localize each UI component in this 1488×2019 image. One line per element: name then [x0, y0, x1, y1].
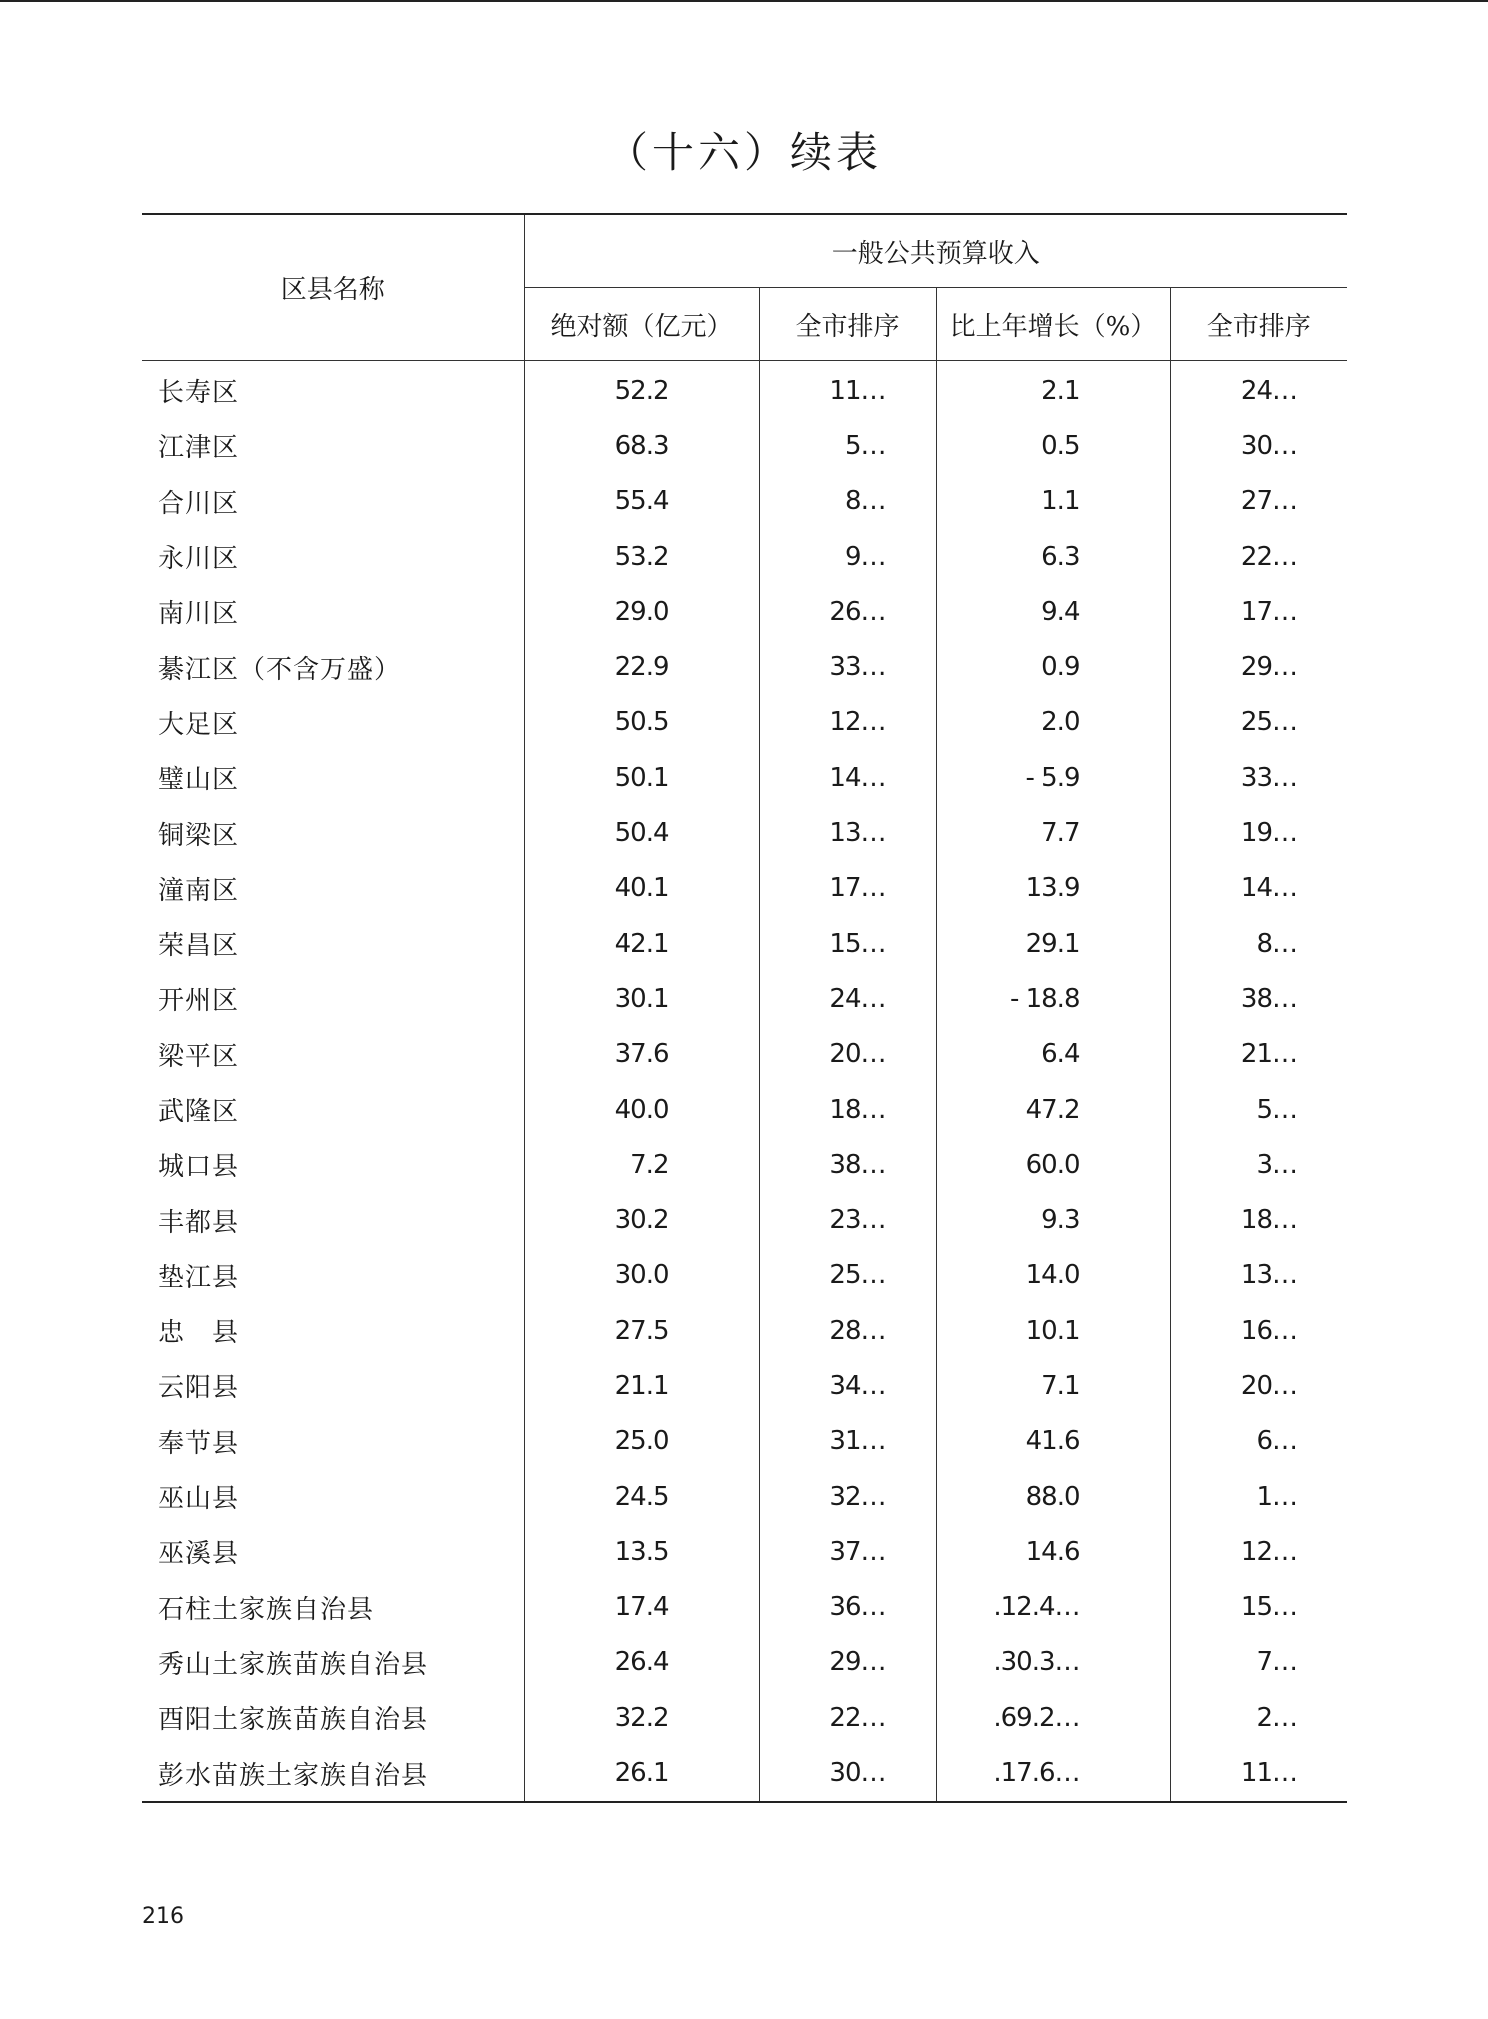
cell-growth: 0.9: [936, 639, 1170, 694]
cell-district-name: 酉阳土家族苗族自治县: [142, 1690, 524, 1745]
cell-district-name: 云阳县: [142, 1358, 524, 1413]
cell-rank-amount: 18…: [759, 1082, 936, 1137]
cell-amount: 50.1: [524, 750, 759, 805]
table-row: [142, 750, 1347, 805]
cell-growth: 13.9: [936, 861, 1170, 916]
page-title: （十六）续表: [605, 128, 882, 177]
cell-amount: 42.1: [524, 916, 759, 971]
table-row: [142, 1524, 1347, 1579]
cell-growth: 14.6: [936, 1524, 1170, 1579]
table-row: [142, 361, 1347, 419]
table-row: [142, 474, 1347, 529]
cell-growth: 10.1: [936, 1303, 1170, 1358]
table-header: [142, 214, 1347, 361]
cell-growth: .17.6…: [936, 1745, 1170, 1801]
cell-rank-amount: 28…: [759, 1303, 936, 1358]
table-row: [142, 1358, 1347, 1413]
cell-district-name: 巫溪县: [142, 1524, 524, 1579]
table-row: [142, 1303, 1347, 1358]
table-row: [142, 1745, 1347, 1801]
cell-amount: 53.2: [524, 529, 759, 584]
cell-rank-amount: 32…: [759, 1469, 936, 1524]
cell-district-name: 南川区: [142, 584, 524, 639]
cell-growth: 1.1: [936, 474, 1170, 529]
cell-amount: 50.5: [524, 695, 759, 750]
cell-rank-growth: 12…: [1240, 1536, 1298, 1567]
cell-rank-growth: 33…: [1240, 762, 1298, 793]
cell-district-name: 巫山县: [142, 1469, 524, 1524]
cell-amount: 26.4: [524, 1635, 759, 1690]
cell-amount: 68.3: [524, 418, 759, 473]
cell-rank-growth: 27…: [1240, 486, 1298, 517]
cell-rank-growth: 8…: [1256, 928, 1298, 959]
cell-rank-growth: 7…: [1256, 1647, 1298, 1678]
cell-rank-growth: 24…: [1240, 375, 1298, 406]
cell-rank-amount: 11…: [759, 361, 936, 419]
cell-growth: 29.1: [936, 916, 1170, 971]
header-row-group: [142, 214, 1347, 288]
cell-rank-amount: 34…: [759, 1358, 936, 1413]
page-top-border: [0, 0, 1488, 2]
cell-district-name: 长寿区: [142, 361, 524, 419]
budget-revenue-table: [142, 213, 1347, 1803]
cell-amount: 25.0: [524, 1414, 759, 1469]
cell-growth: 6.3: [936, 529, 1170, 584]
table-row: [142, 1192, 1347, 1247]
cell-rank-amount: 22…: [759, 1690, 936, 1745]
cell-amount: 40.1: [524, 861, 759, 916]
cell-growth: 2.1: [936, 361, 1170, 419]
table-row: [142, 805, 1347, 860]
cell-amount: 24.5: [524, 1469, 759, 1524]
cell-rank-growth: 15…: [1240, 1592, 1298, 1623]
cell-rank-growth: 20…: [1240, 1370, 1298, 1401]
cell-growth: 47.2: [936, 1082, 1170, 1137]
cell-rank-amount: 8…: [759, 474, 936, 529]
column-header-rank-amount: 全市排序: [759, 288, 936, 361]
cell-rank-amount: 24…: [759, 971, 936, 1026]
cell-rank-amount: 36…: [759, 1580, 936, 1635]
cell-district-name: 忠 县: [142, 1303, 524, 1358]
cell-rank-amount: 29…: [759, 1635, 936, 1690]
cell-amount: 32.2: [524, 1690, 759, 1745]
cell-district-name: 彭水苗族土家族自治县: [142, 1745, 524, 1801]
cell-growth: .69.2…: [936, 1690, 1170, 1745]
cell-amount: 55.4: [524, 474, 759, 529]
cell-amount: 21.1: [524, 1358, 759, 1413]
cell-amount: 27.5: [524, 1303, 759, 1358]
cell-rank-amount: 13…: [759, 805, 936, 860]
cell-rank-growth: 14…: [1240, 873, 1298, 904]
cell-rank-amount: 14…: [759, 750, 936, 805]
cell-growth: 7.1: [936, 1358, 1170, 1413]
cell-rank-growth: 38…: [1240, 983, 1298, 1014]
cell-amount: 52.2: [524, 361, 759, 419]
cell-rank-growth: 19…: [1240, 818, 1298, 849]
cell-rank-amount: 30…: [759, 1745, 936, 1801]
cell-rank-amount: 5…: [759, 418, 936, 473]
cell-rank-amount: 23…: [759, 1192, 936, 1247]
cell-growth: 6.4: [936, 1027, 1170, 1082]
cell-district-name: 荣昌区: [142, 916, 524, 971]
table-row: [142, 529, 1347, 584]
cell-amount: 50.4: [524, 805, 759, 860]
cell-amount: 7.2: [524, 1137, 759, 1192]
cell-rank-amount: 26…: [759, 584, 936, 639]
column-header-growth: 比上年增长（%）: [936, 288, 1170, 361]
cell-amount: 30.1: [524, 971, 759, 1026]
cell-rank-growth: 11…: [1170, 1745, 1347, 1801]
cell-rank-growth: 22…: [1240, 541, 1298, 572]
table-row: [142, 861, 1347, 916]
table-row: [142, 1248, 1347, 1303]
cell-district-name: 石柱土家族自治县: [142, 1580, 524, 1635]
cell-rank-growth: 17…: [1240, 596, 1298, 627]
cell-amount: 13.5: [524, 1524, 759, 1579]
table-row: [142, 1414, 1347, 1469]
cell-rank-amount: 38…: [759, 1137, 936, 1192]
page-number: 216: [142, 1904, 184, 1929]
cell-district-name: 开州区: [142, 971, 524, 1026]
cell-growth: 9.4: [936, 584, 1170, 639]
table-row: [142, 695, 1347, 750]
cell-district-name: 奉节县: [142, 1414, 524, 1469]
cell-amount: 30.2: [524, 1192, 759, 1247]
cell-rank-growth: 16…: [1240, 1315, 1298, 1346]
cell-rank-amount: 15…: [759, 916, 936, 971]
cell-growth: .30.3…: [936, 1635, 1170, 1690]
table-row: [142, 1580, 1347, 1635]
cell-district-name: 铜梁区: [142, 805, 524, 860]
cell-rank-growth: 13…: [1240, 1260, 1298, 1291]
cell-growth: 41.6: [936, 1414, 1170, 1469]
table-body: [142, 361, 1347, 1802]
table-row: [142, 1027, 1347, 1082]
cell-rank-amount: 9…: [759, 529, 936, 584]
cell-growth: - 18.8: [936, 971, 1170, 1026]
column-header-district: 区县名称: [142, 214, 524, 361]
cell-growth: 9.3: [936, 1192, 1170, 1247]
cell-rank-amount: 12…: [759, 695, 936, 750]
table-row: [142, 584, 1347, 639]
cell-growth: - 5.9: [936, 750, 1170, 805]
cell-rank-growth: 30…: [1240, 430, 1298, 461]
table-row: [142, 418, 1347, 473]
cell-district-name: 秀山土家族苗族自治县: [142, 1635, 524, 1690]
cell-rank-amount: 17…: [759, 861, 936, 916]
cell-rank-growth: 5…: [1256, 1094, 1298, 1125]
cell-growth: 7.7: [936, 805, 1170, 860]
table-row: [142, 1635, 1347, 1690]
cell-growth: .12.4…: [936, 1580, 1170, 1635]
cell-rank-growth: 1…: [1256, 1481, 1298, 1512]
cell-growth: 14.0: [936, 1248, 1170, 1303]
cell-district-name: 城口县: [142, 1137, 524, 1192]
cell-amount: 26.1: [524, 1745, 759, 1801]
cell-rank-amount: 31…: [759, 1414, 936, 1469]
cell-amount: 40.0: [524, 1082, 759, 1137]
cell-rank-growth: 3…: [1256, 1149, 1298, 1180]
cell-district-name: 綦江区（不含万盛）: [142, 639, 524, 694]
cell-district-name: 潼南区: [142, 861, 524, 916]
column-group-header-revenue: 一般公共预算收入: [524, 214, 1347, 288]
cell-district-name: 江津区: [142, 418, 524, 473]
cell-district-name: 丰都县: [142, 1192, 524, 1247]
table-row: [142, 639, 1347, 694]
cell-rank-growth: 25…: [1240, 707, 1298, 738]
column-header-amount: 绝对额（亿元）: [524, 288, 759, 361]
table-row: [142, 1137, 1347, 1192]
cell-district-name: 垫江县: [142, 1248, 524, 1303]
table-row: [142, 1469, 1347, 1524]
table-row: [142, 916, 1347, 971]
cell-district-name: 永川区: [142, 529, 524, 584]
cell-rank-amount: 37…: [759, 1524, 936, 1579]
cell-rank-growth: 18…: [1240, 1205, 1298, 1236]
cell-district-name: 璧山区: [142, 750, 524, 805]
table-row: [142, 1690, 1347, 1745]
cell-amount: 29.0: [524, 584, 759, 639]
cell-rank-growth: 2…: [1256, 1702, 1298, 1733]
cell-district-name: 梁平区: [142, 1027, 524, 1082]
cell-growth: 60.0: [936, 1137, 1170, 1192]
cell-amount: 17.4: [524, 1580, 759, 1635]
cell-rank-amount: 25…: [759, 1248, 936, 1303]
cell-district-name: 武隆区: [142, 1082, 524, 1137]
table-row: [142, 971, 1347, 1026]
cell-rank-growth: 21…: [1240, 1039, 1298, 1070]
cell-rank-growth: 6…: [1256, 1426, 1298, 1457]
cell-growth: 0.5: [936, 418, 1170, 473]
cell-amount: 30.0: [524, 1248, 759, 1303]
table-row: [142, 1082, 1347, 1137]
cell-growth: 2.0: [936, 695, 1170, 750]
cell-rank-growth: 29…: [1240, 652, 1298, 683]
cell-rank-amount: 33…: [759, 639, 936, 694]
cell-growth: 88.0: [936, 1469, 1170, 1524]
cell-district-name: 大足区: [142, 695, 524, 750]
cell-amount: 22.9: [524, 639, 759, 694]
column-header-rank-growth: 全市排序: [1170, 288, 1347, 361]
cell-district-name: 合川区: [142, 474, 524, 529]
cell-rank-amount: 20…: [759, 1027, 936, 1082]
cell-amount: 37.6: [524, 1027, 759, 1082]
